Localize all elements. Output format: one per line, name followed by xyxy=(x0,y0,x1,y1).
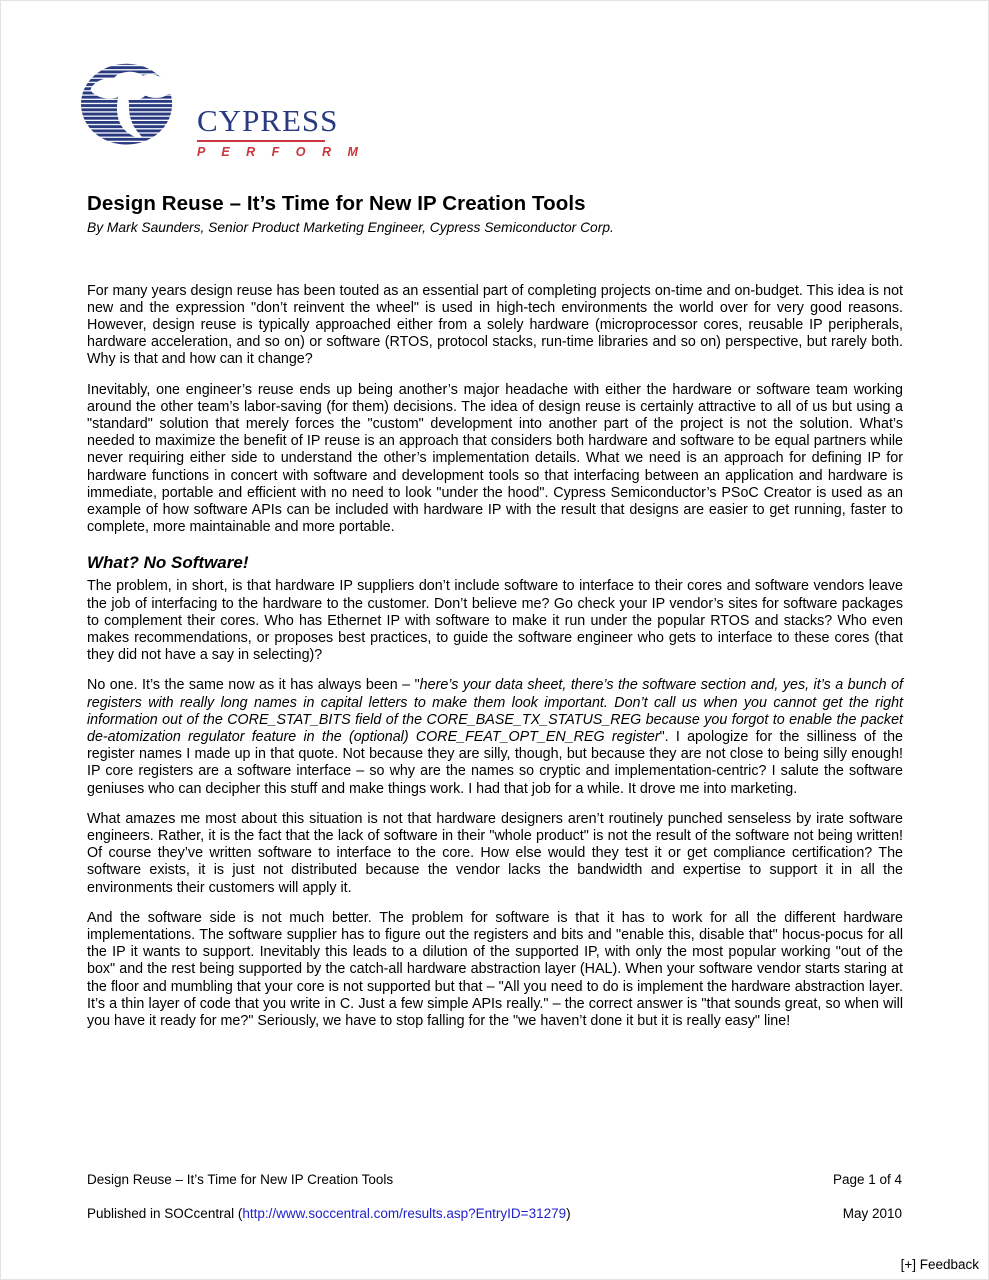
paragraph-intro: For many years design reuse has been touted as an essential part of completing projects on-time and on-budget. This idea is not new and the expression "don’t reinvent the wheel" is used in high-tech environments the world over for very good reasons. However, design reuse is typically approached either from a solely hardware (microprocessor cores, reusable IP peripherals, hardware acceleration, and so on) or software (RTOS, protocol stacks, run-time libraries and so on) perspective, but rarely both. Why is that and how can it change? xyxy=(87,282,903,368)
paragraph-reuse: Inevitably, one engineer’s reuse ends up being another’s major headache with either the hardware or software team working around the other team’s labor-saving (for them) decisions. The idea of design reuse is certainly attractive to all of us but using a "standard" solution that merely forces the "custom" development into another part of the project is not the solution. What’s needed to maximize the benefit of IP reuse is an approach that considers both hardware and software to be equal partners while never requiring either side to understand the other’s implementation details. What we need is an approach for defining IP for hardware functions in concert with software and development tools so that interfacing between an application and hardware is immediate, portable and efficient with no need to look "under the hood". Cypress Semiconductor’s PSoC Creator is used as an example of how software APIs can be included with hardware IP with the result that designs are easier to get running, faster to complete, more maintainable and more portable. xyxy=(87,381,903,536)
footer-doc-title: Design Reuse – It’s Time for New IP Creation Tools xyxy=(87,1172,394,1187)
footer-published xyxy=(87,1206,571,1221)
logo-brand-text: CYPRESS xyxy=(197,103,339,138)
footer-published-prefix: Published in SOCcentral ( xyxy=(87,1206,243,1221)
cypress-globe-icon xyxy=(80,62,192,148)
footer-row-title xyxy=(87,1172,902,1187)
cypress-logo xyxy=(80,62,365,159)
soccentral-link[interactable]: http://www.soccentral.com/results.asp?EntryID=31279 xyxy=(242,1206,567,1221)
paragraph-amazes: What amazes me most about this situation is not that hardware designers aren’t routinely punched senseless by irate software engineers. Rather, it is the fact that the lack of software in their "whole product" is not the result of the software not being written! Of course they’ve written software to interface to the core. How else would they test it or get compliance certification? The software exists, it is just not distributed because the vendor lacks the bandwidth and expertise to support it in all the environments their customers will apply it. xyxy=(87,810,903,896)
page-footer xyxy=(87,1172,902,1221)
paragraph-quote-italic: here’s your data sheet, there’s the software section and, yes, it’s a bunch of registers with really long names in capital letters to make them look important. Don’t call us when you cannot get the right information out of the CORE_STAT_BITS field of the CORE_BASE_TX_STATUS_REG because you forgot to enable the packet de-atomization regulator feature in the (optional) CORE_FEAT_OPT_EN_REG register xyxy=(87,677,904,746)
logo-rule xyxy=(197,140,325,142)
feedback-link[interactable]: [+] Feedback xyxy=(900,1257,979,1272)
article-content xyxy=(87,192,903,1043)
footer-date: May 2010 xyxy=(842,1206,902,1221)
footer-published-suffix: ) xyxy=(566,1206,571,1221)
paragraph-quote-tail: ". I apologize for the silliness of the register names I made up in that quote. Not because they are silly, though, but because they are not close to being silly enough! IP core registers are a software interface – so why are the names so cryptic and implementation-centric? I salute the software geniuses who can decipher this stuff and make things work. I had that job for a while. It drove me into marketing. xyxy=(87,729,903,797)
byline: By Mark Saunders, Senior Product Marketing Engineer, Cypress Semiconductor Corp. xyxy=(87,219,614,235)
footer-row-published xyxy=(87,1206,902,1221)
paragraph-software-side: And the software side is not much better. The problem for software is that it has to work for all the different hardware implementations. The software supplier has to figure out the registers and bits and "enable this, disable that" hocus-pocus for all the IP it wants to support. Inevitably this leads to a dilution of the supported IP, with only the most popular working "out of the box" and the rest being supported by the catch-all hardware abstraction layer (HAL). When your software vendor starts staring at the floor and mumbling that your core is not supported but that – "All you need to do is implement the hardware abstraction layer. It’s a thin layer of code that you write in C. Just a few simple APIs really." – the correct answer is "that sounds great, so when will you have it ready for me?" Seriously, we have to stop falling for the "we haven’t done it but it is really easy" line! xyxy=(87,909,903,1030)
paragraph-quote xyxy=(87,677,903,797)
page-title: Design Reuse – It’s Time for New IP Creation Tools xyxy=(87,192,586,215)
paragraph-problem: The problem, in short, is that hardware IP suppliers don’t include software to interface to their cores and software vendors leave the job of interfacing to the hardware to the customer. Don’t believe me? Go check your IP vendor’s sites for software packages to complement their cores. Who has Ethernet IP with software to make it run under the popular RTOS and stacks? Who even makes recommendations, or proposes best practices, to guide the software engineer who gets to interface to these cores (that they did not have a say in selecting)? xyxy=(87,578,903,664)
paragraph-quote-lead: No one. It’s the same now as it has always been – " xyxy=(87,677,420,694)
footer-page-number: Page 1 of 4 xyxy=(832,1172,902,1187)
section-heading: What? No Software! xyxy=(87,553,249,573)
logo-text-block xyxy=(197,62,365,159)
logo-tagline: P E R F O R M xyxy=(197,145,365,159)
